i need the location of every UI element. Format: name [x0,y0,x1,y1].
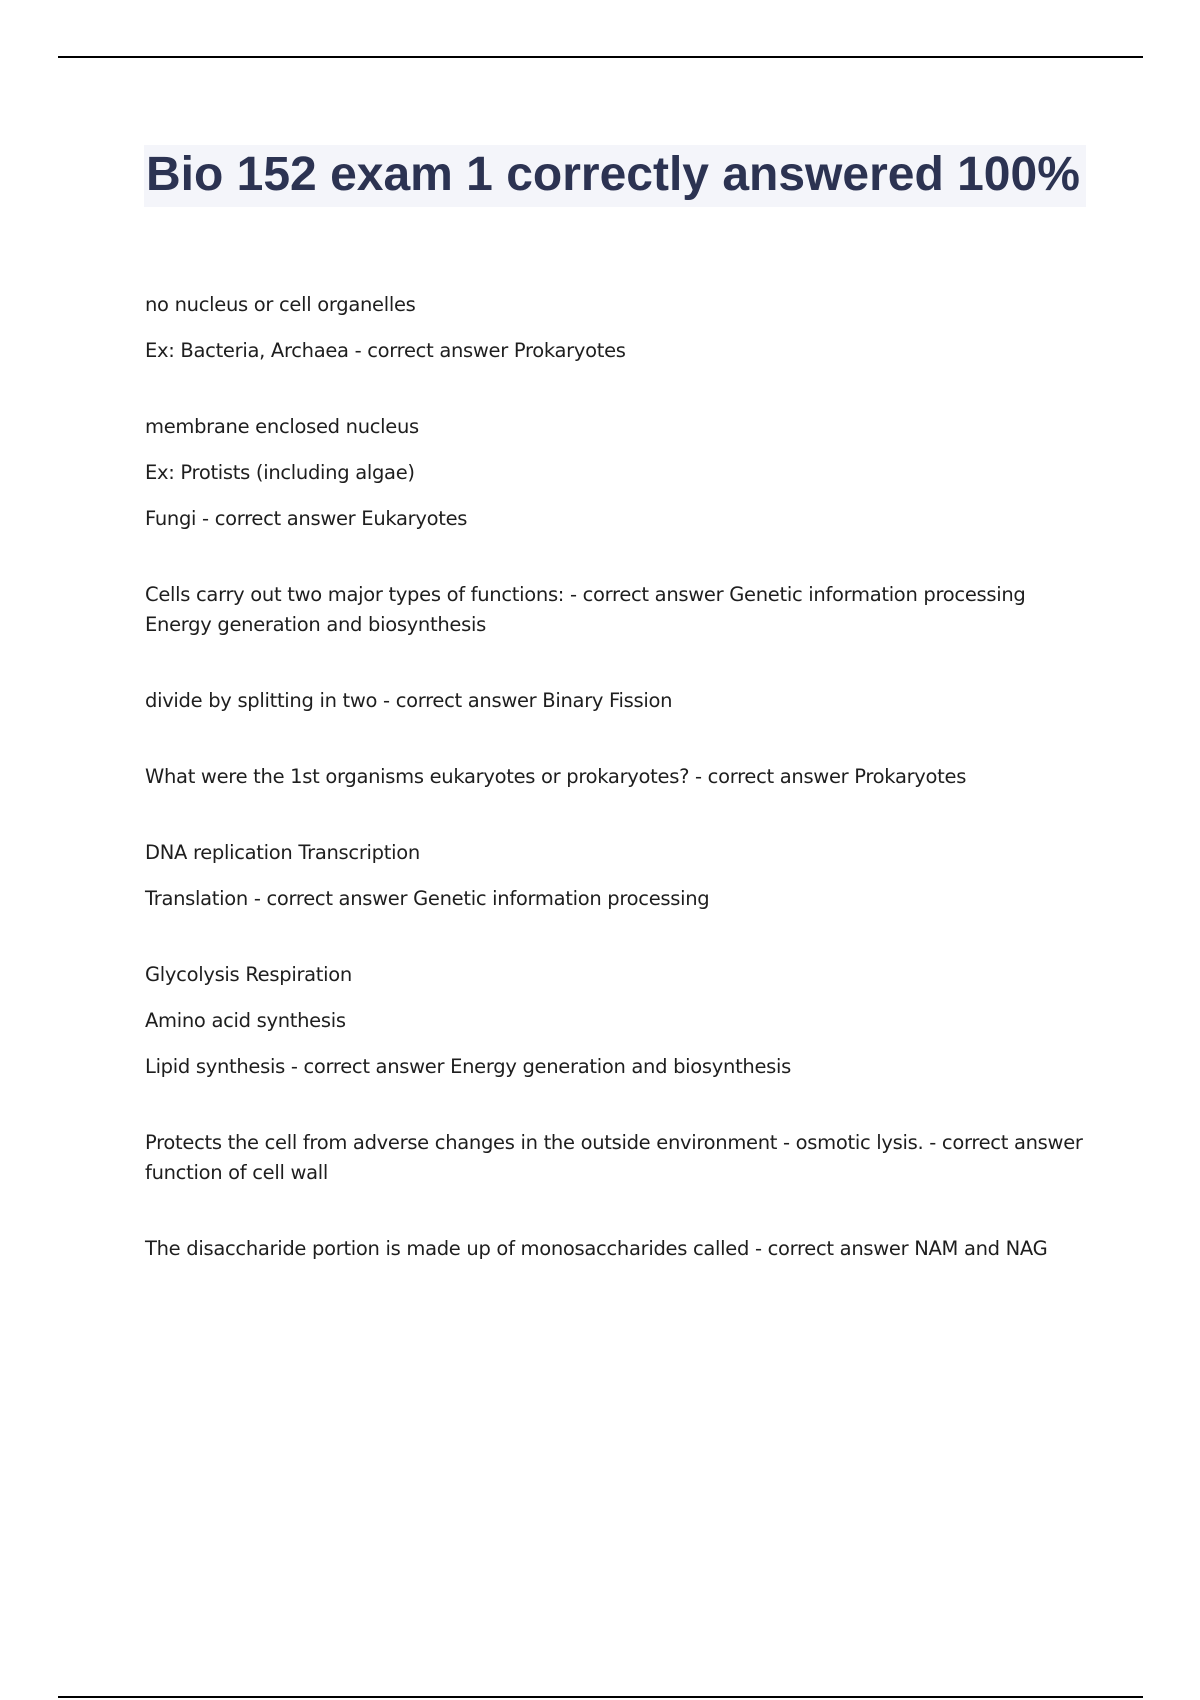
qa-entry [145,412,1085,534]
qa-entry [145,1234,1085,1264]
page-title: Bio 152 exam 1 correctly answered 100% [146,148,1080,201]
qa-line: divide by splitting in two - correct answer Binary Fission [145,689,673,712]
qa-entry [145,1128,1085,1188]
qa-line: Fungi - correct answer Eukaryotes [145,507,468,530]
qa-line: The disaccharide portion is made up of monosaccharides called - correct answer NAM and NAG [145,1237,1048,1260]
qa-line: no nucleus or cell organelles [145,293,416,316]
qa-line: Lipid synthesis - correct answer Energy generation and biosynthesis [145,1055,792,1078]
qa-line: membrane enclosed nucleus [145,415,419,438]
qa-entry [145,290,1085,366]
title-highlight [144,145,1086,207]
qa-entry [145,580,1085,640]
qa-line: DNA replication Transcription [145,841,420,864]
qa-line: Translation - correct answer Genetic information processing [145,887,710,910]
qa-list [145,290,1085,1310]
qa-entry [145,762,1085,792]
qa-line: Glycolysis Respiration [145,963,352,986]
qa-line: Protects the cell from adverse changes in the outside environment - osmotic lysis. - correct answer function of cell wall [145,1131,1083,1184]
qa-line: Cells carry out two major types of functions: - correct answer Genetic information processing Energy generation and biosynthesis [145,583,1026,636]
qa-line: What were the 1st organisms eukaryotes or prokaryotes? - correct answer Prokaryotes [145,765,967,788]
qa-entry [145,686,1085,716]
qa-line: Ex: Bacteria, Archaea - correct answer Prokaryotes [145,339,626,362]
qa-line: Ex: Protists (including algae) [145,461,415,484]
qa-entry [145,838,1085,914]
top-divider [58,56,1143,58]
qa-line: Amino acid synthesis [145,1009,346,1032]
bottom-divider [58,1696,1143,1698]
qa-entry [145,960,1085,1082]
